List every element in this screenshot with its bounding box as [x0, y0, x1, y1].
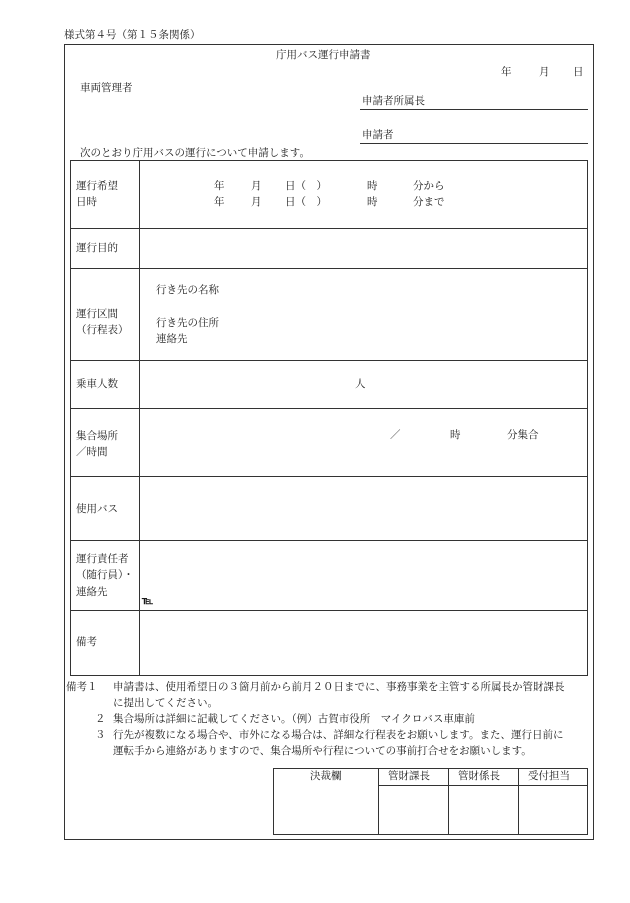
note-1-line-1: 申請書は、使用希望日の３箇月前から前月２０日までに、事務事業を主管する所属長か管財課長: [113, 681, 565, 693]
purpose-label: 運行目的: [76, 242, 118, 254]
approval-col-kanzai-kakaricho: 管財係長: [458, 770, 500, 782]
meeting-hour: 時: [450, 429, 461, 441]
addressee: 車両管理者: [80, 82, 133, 94]
note-2-number: ２: [95, 713, 106, 725]
kessai-label: 決裁欄: [310, 770, 342, 782]
to-day: 日（ ）: [285, 196, 327, 208]
form-title: 庁用バス運行申請書: [276, 49, 371, 61]
dept-head-signature-line[interactable]: [360, 109, 588, 110]
passengers-unit: 人: [355, 378, 366, 390]
applicant-signature-line[interactable]: [360, 143, 588, 144]
passengers-label: 乗車人数: [76, 378, 118, 390]
meeting-input-area[interactable]: [140, 409, 587, 476]
responsible-input-area[interactable]: [140, 541, 587, 610]
note-2: 集合場所は詳細に記載してください。（例）古賀市役所 マイクロバス車庫前: [113, 713, 475, 725]
table-right-border: [587, 160, 588, 675]
bus-label: 使用バス: [76, 503, 118, 515]
approval-col-uketsuke: 受付担当: [528, 770, 570, 782]
meeting-minute: 分集合: [507, 429, 539, 441]
from-year: 年: [214, 180, 225, 192]
remarks-input-area[interactable]: [140, 611, 587, 675]
to-month: 月: [251, 196, 262, 208]
datetime-input-area[interactable]: [140, 161, 587, 228]
table-left-border: [70, 160, 71, 675]
approval-col-kanzai-kacho: 管財課長: [388, 770, 430, 782]
purpose-input-area[interactable]: [140, 229, 587, 268]
to-minute: 分まで: [413, 196, 445, 208]
route-label: 運行区間 （行程表）: [76, 308, 129, 337]
dest-name-label: 行き先の名称: [156, 284, 219, 296]
date-day: 日: [573, 66, 584, 78]
intro-text: 次のとおり庁用バスの運行について申請します。: [80, 147, 310, 159]
to-hour: 時: [367, 196, 378, 208]
tel-symbol: ℡: [142, 595, 154, 607]
note-1-line-2: に提出してください。: [113, 697, 218, 709]
passengers-input-area[interactable]: [140, 361, 587, 408]
dest-address-label: 行き先の住所: [156, 317, 219, 329]
meeting-label: 集合場所 ／時間: [76, 430, 118, 459]
note-3-number: ３: [95, 729, 106, 741]
date-year: 年: [501, 66, 512, 78]
datetime-label: 運行希望 日時: [76, 180, 118, 209]
notes-heading: 備考１: [66, 681, 98, 693]
note-3-line-2: 運転手から連絡がありますので、集合場所や行程についての事前打合せをお願いします。: [113, 745, 532, 757]
date-month: 月: [539, 66, 550, 78]
from-day: 日（ ）: [285, 180, 327, 192]
stamp-box-kanzai-kakaricho[interactable]: [449, 786, 518, 834]
table-bottom-border: [70, 675, 588, 676]
form-number: 様式第４号（第１５条関係）: [64, 29, 201, 41]
remarks-label: 備考: [76, 636, 97, 648]
from-month: 月: [251, 180, 262, 192]
to-year: 年: [214, 196, 225, 208]
meeting-slash: ／: [390, 429, 401, 441]
stamp-box-uketsuke[interactable]: [519, 786, 587, 834]
note-3-line-1: 行先が複数になる場合や、市外になる場合は、詳細な行程表をお願いします。また、運行日前に: [113, 729, 564, 741]
contact-label: 連絡先: [156, 333, 188, 345]
from-hour: 時: [367, 180, 378, 192]
bus-input-area[interactable]: [140, 477, 587, 540]
stamp-box-kanzai-kacho[interactable]: [379, 786, 448, 834]
from-minute: 分から: [413, 180, 445, 192]
applicant-label: 申請者: [362, 129, 394, 141]
dept-head-label: 申請者所属長: [362, 95, 425, 107]
route-input-area[interactable]: [240, 269, 587, 360]
responsible-label: 運行責任者 （随行員）・ 連絡先: [76, 553, 134, 598]
